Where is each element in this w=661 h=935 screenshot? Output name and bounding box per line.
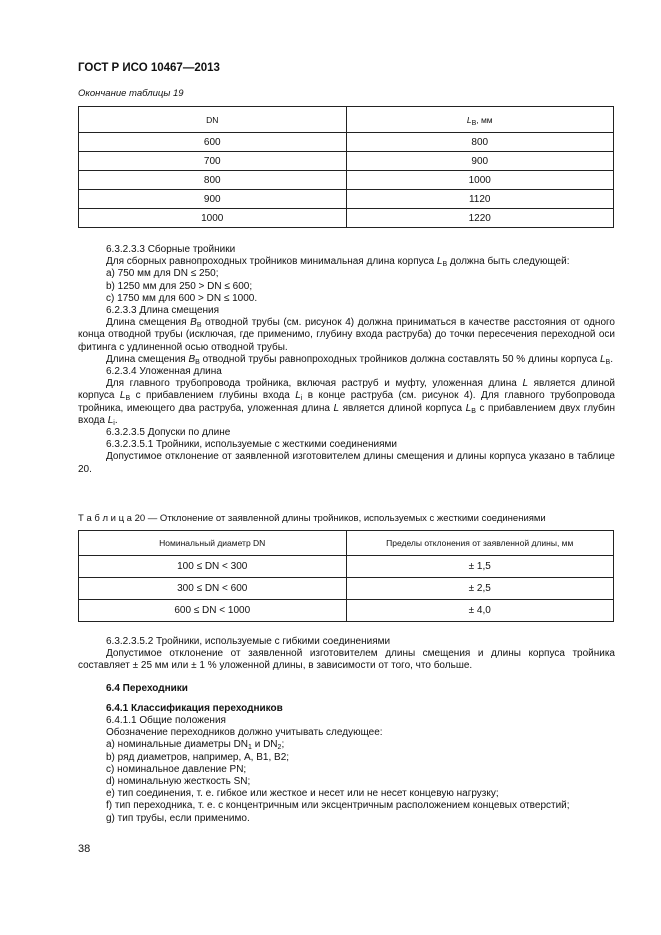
table-row: 700 900 xyxy=(79,152,614,171)
list-item: а) номинальные диаметры $DN_1$ и $DN_2$; xyxy=(106,739,285,752)
page-number: 38 xyxy=(78,843,91,855)
paragraph: Длина смещения $B_B$ отводной трубы равнопроходных тройников должна составлять 50 % длины корпуса $L_B$. xyxy=(106,353,613,366)
text-block-1 xyxy=(78,244,615,476)
table20-col-dn: Номинальный диаметр DN xyxy=(79,531,347,556)
table20-header-row xyxy=(79,531,614,556)
table-row: 1000 1220 xyxy=(79,209,614,228)
paragraph: Длина смещения $B_B$ отводной трубы (см. рисунок 4) должна приниматься в качестве расстояния от одного конца отводной трубы (исключая, где применимо, глубину входа раструба) до точки пересечения переходной оси фитинга с удлиненной осью отводной трубы. xyxy=(78,317,615,353)
list-item: b) 1250 мм для 250 > DN ≤ 600; xyxy=(106,280,253,292)
standard-header: ГОСТ Р ИСО 10467—2013 xyxy=(78,62,220,74)
table-row: 300 ≤ DN < 600 ± 2,5 xyxy=(79,578,614,600)
paragraph: Для главного трубопровода тройника, включая раструб и муфту, уложенная длина L является длиной корпуса $L_B$ с прибавлением глубины входа $L_i$ в конце раструба (см. рисунок 4). Для главного трубопровода тройника, имеющего два раструба, уложенная длина L является длиной корпуса $L_B$ с прибавлением двух глубин входа $L_i$. xyxy=(78,378,616,427)
table19-caption: Окончание таблицы 19 xyxy=(78,88,184,99)
list-item: g) тип трубы, если применимо. xyxy=(106,812,250,824)
list-item: e) тип соединения, т. е. гибкое или жесткое и несет или не несет концевую нагрузку; xyxy=(106,788,499,800)
list-item: c) 1750 мм для 600 > DN ≤ 1000. xyxy=(106,292,258,304)
paragraph: Для сборных равнопроходных тройников минимальная длина корпуса $L_B$ должна быть следующей: xyxy=(106,256,570,269)
section-title-6-4: 6.4 Переходники xyxy=(106,682,188,694)
table-row: 900 1120 xyxy=(79,190,614,209)
table-row: 600 ≤ DN < 1000 ± 4,0 xyxy=(79,600,614,622)
table-row: 600 800 xyxy=(79,133,614,152)
table-20 xyxy=(78,530,614,622)
section-head: 6.3.2.3.3 Сборные тройники xyxy=(106,244,236,255)
section-subhead: 6.4.1.1 Общие положения xyxy=(106,715,226,727)
section-subhead: 6.3.2.3.5.2 Тройники, используемые с гибкими соединениями xyxy=(106,636,391,647)
table19-col-dn: DN xyxy=(79,107,347,133)
text-block-2 xyxy=(78,636,615,825)
table-19 xyxy=(78,106,614,228)
section-title-6-4-1: 6.4.1 Классификация переходников xyxy=(106,702,283,714)
table-row: 800 1000 xyxy=(79,171,614,190)
list-item: c) номинальное давление PN; xyxy=(106,763,247,775)
paragraph: Обозначение переходников должно учитывать следующее: xyxy=(106,727,383,739)
paragraph: Допустимое отклонение от заявленной изготовителем длины смещения и длины корпуса тройника составляет ± 25 мм или ± 1 % уложенной длины, в зависимости от того, что больше. xyxy=(78,648,615,672)
list-item: b) ряд диаметров, например, А, В1, В2; xyxy=(106,751,290,763)
section-head: 6.2.3.4 Уложенная длина xyxy=(106,366,222,378)
table20-col-limits: Пределы отклонения от заявленной длины, мм xyxy=(346,531,614,556)
paragraph: Допустимое отклонение от заявленной изготовителем длины смещения и длины корпуса указано в таблице 20. xyxy=(78,451,615,475)
list-item: d) номинальную жесткость SN; xyxy=(106,776,251,788)
list-item: а) 750 мм для DN ≤ 250; xyxy=(106,268,219,280)
table20-caption: Т а б л и ц а 20 — Отклонение от заявленной длины тройников, используемых с жесткими соединениями xyxy=(78,513,546,524)
table-row: 100 ≤ DN < 300 ± 1,5 xyxy=(79,556,614,578)
table19-header-row xyxy=(79,107,614,133)
list-item: f) тип переходника, т. е. с концентричным или эксцентричным расположением концевых отверстий; xyxy=(106,800,570,812)
section-subhead: 6.3.2.3.5.1 Тройники, используемые с жесткими соединениями xyxy=(106,439,397,451)
section-head: 6.2.3.3 Длина смещения xyxy=(106,305,220,317)
table19-col-lb: $L_B$, мм xyxy=(346,107,614,133)
section-head: 6.3.2.3.5 Допуски по длине xyxy=(106,427,231,439)
